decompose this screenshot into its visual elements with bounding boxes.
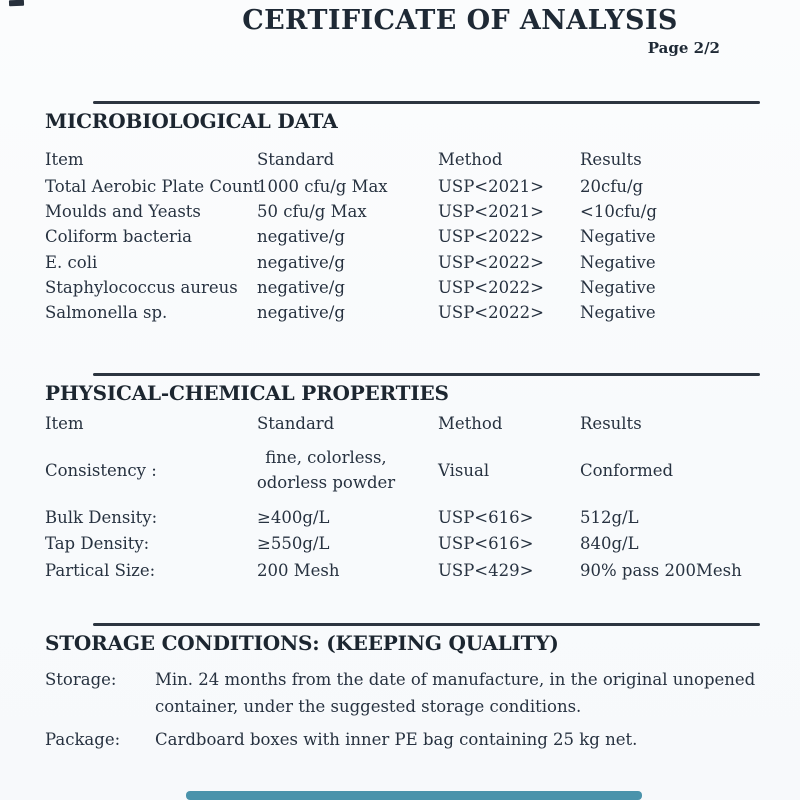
cell-results: Negative — [580, 277, 656, 297]
physchem-table-header — [45, 411, 757, 438]
cell-results: 90% pass 200Mesh — [580, 560, 742, 580]
column-header-method: Method — [438, 150, 503, 169]
cell-results: Negative — [580, 302, 656, 322]
cell-standard: negative/g — [257, 227, 345, 247]
cell-item: Moulds and Yeasts — [45, 202, 201, 222]
column-header-item: Item — [45, 150, 84, 169]
scan-artifact-mark — [9, 0, 24, 6]
cell-standard: negative/g — [257, 302, 345, 322]
storage-label: Storage: — [45, 670, 117, 689]
section-heading-physical-chemical: PHYSICAL-CHEMICAL PROPERTIES — [45, 381, 449, 405]
section-divider-2 — [93, 373, 760, 376]
storage-conditions-list — [45, 666, 757, 753]
cell-item: Consistency : — [45, 460, 157, 480]
section-heading-storage: STORAGE CONDITIONS: (KEEPING QUALITY) — [45, 631, 559, 655]
cell-standard: negative/g — [257, 252, 345, 272]
column-header-standard: Standard — [257, 414, 335, 433]
section-heading-microbiological: MICROBIOLOGICAL DATA — [45, 109, 338, 133]
cell-method: USP<2021> — [438, 202, 544, 222]
cell-method: Visual — [438, 460, 490, 480]
cell-results: 20cfu/g — [580, 177, 644, 196]
section-divider-3 — [93, 623, 760, 626]
cell-standard: ≥550g/L — [257, 534, 330, 554]
consistency-row — [45, 444, 757, 496]
cell-results: Negative — [580, 227, 656, 247]
cell-item: E. coli — [45, 252, 98, 272]
standard-line-1: fine, colorless, — [265, 448, 387, 467]
cell-method: USP<616> — [438, 534, 534, 554]
section-divider-1 — [93, 101, 760, 104]
cell-method: USP<429> — [438, 560, 534, 580]
cell-standard: ≥400g/L — [257, 508, 330, 527]
column-header-standard: Standard — [257, 150, 335, 169]
cell-standard: negative/g — [257, 277, 345, 297]
footer-scan-bar — [186, 791, 642, 800]
cell-method: USP<2022> — [438, 227, 544, 247]
cell-standard: 50 cfu/g Max — [257, 202, 367, 222]
cell-method: USP<2022> — [438, 302, 544, 322]
column-header-item: Item — [45, 414, 84, 433]
storage-text: Min. 24 months from the date of manufacture, in the original unopened container, under the suggested storage conditions. — [155, 670, 756, 716]
column-header-method: Method — [438, 414, 503, 433]
cell-results: <10cfu/g — [580, 202, 657, 222]
cell-method: USP<2022> — [438, 277, 544, 297]
column-header-results: Results — [580, 150, 642, 169]
physchem-table-body — [45, 505, 757, 584]
cell-results: 512g/L — [580, 508, 639, 527]
column-header-results: Results — [580, 414, 642, 433]
cell-item: Staphylococcus aureus — [45, 277, 238, 297]
cell-results: 840g/L — [580, 534, 639, 554]
cell-method: USP<2022> — [438, 252, 544, 272]
page-number: Page 2/2 — [647, 39, 720, 57]
document-title: CERTIFICATE OF ANALYSIS — [242, 5, 678, 36]
cell-item: Bulk Density: — [45, 508, 158, 527]
cell-method: USP<2021> — [438, 177, 544, 196]
cell-item: Partical Size: — [45, 560, 156, 580]
micro-table-body — [45, 174, 757, 325]
cell-results: Conformed — [580, 460, 674, 480]
cell-standard: 1000 cfu/g Max — [257, 177, 388, 196]
package-label: Package: — [45, 730, 121, 749]
cell-standard: 200 Mesh — [257, 560, 340, 580]
micro-table-header — [45, 147, 757, 174]
cell-item: Coliform bacteria — [45, 227, 192, 247]
package-text: Cardboard boxes with inner PE bag containing 25 kg net. — [155, 730, 638, 749]
cell-method: USP<616> — [438, 508, 534, 527]
cell-results: Negative — [580, 252, 656, 272]
cell-item: Salmonella sp. — [45, 302, 168, 322]
cell-item: Tap Density: — [45, 534, 150, 554]
cell-item: Total Aerobic Plate Count — [45, 177, 260, 196]
cell-standard — [255, 445, 397, 495]
standard-line-2: odorless powder — [256, 473, 396, 492]
